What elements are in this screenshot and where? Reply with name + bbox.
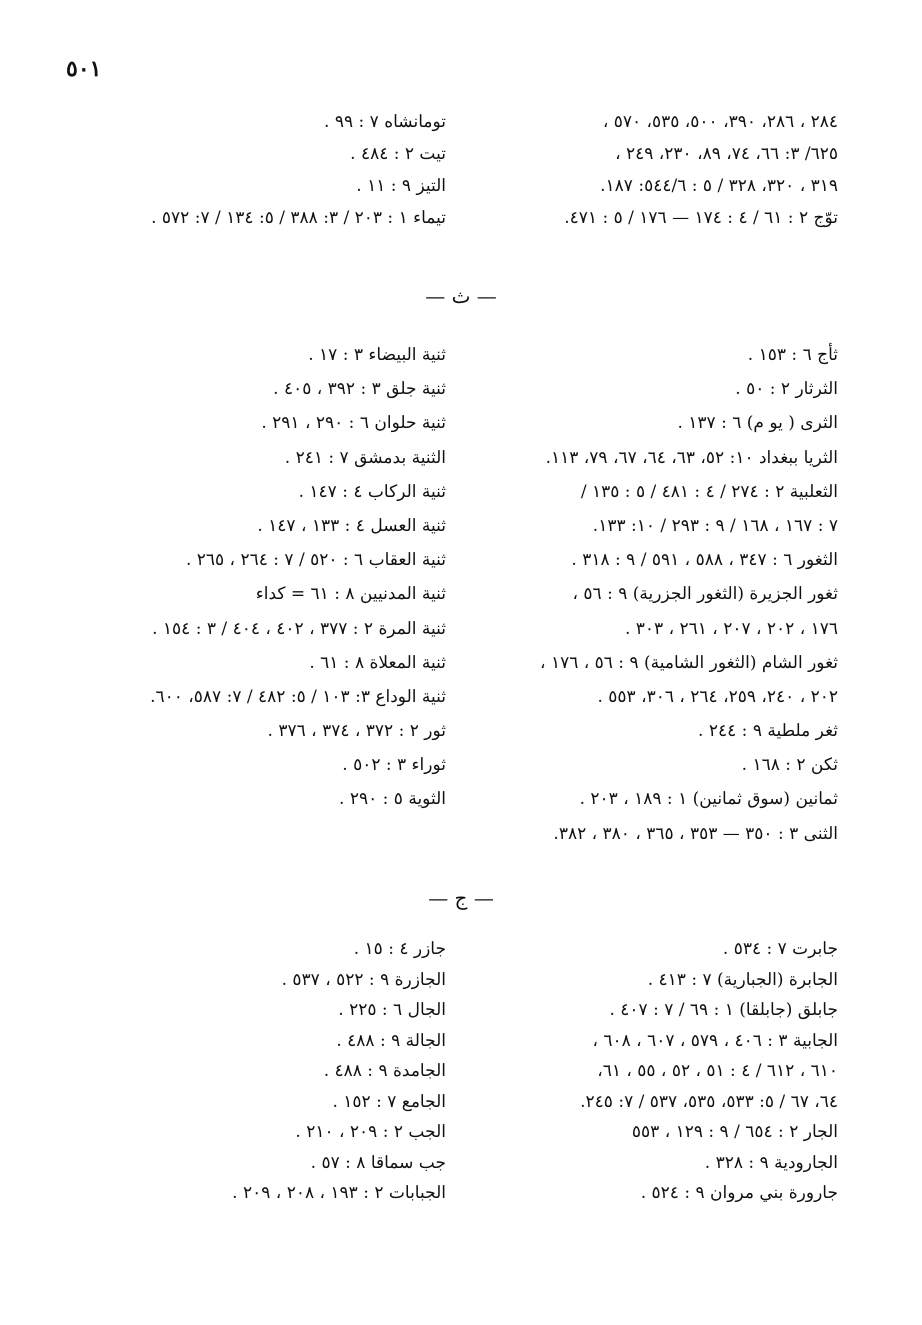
index-entry: الجامدة ٩ : ٤٨٨ . — [323, 1061, 446, 1081]
index-entry: ثنية المرة ٢ : ٣٧٧ ، ٤٠٢ ، ٤٠٤ / ٣ : ١٥٤ . — [152, 618, 446, 639]
index-entry: الجامع ٧ : ١٥٢ . — [332, 1091, 446, 1112]
index-entry: ثنية العقاب ٦ : ٥٢٠ / ٧ : ٢٦٤ ، ٢٦٥ . — [185, 550, 446, 571]
index-entry: ٦١٠ ، ٦١٢ / ٤ : ٥١ ، ٥٢ ، ٥٥ ، ٦١، — [597, 1061, 838, 1081]
index-entry: الجبابات ٢ : ١٩٣ ، ٢٠٨ ، ٢٠٩ . — [232, 1183, 446, 1203]
index-entry: ٦٢٥/ ٣: ٦٦، ٧٤، ٨٩، ٢٣٠، ٢٤٩ ، — [615, 144, 838, 164]
index-entry: توّج ٢ : ٦١ / ٤ : ١٧٤ — ١٧٦ / ٥ : ٤٧١. — [564, 208, 838, 228]
index-column-right-block3 — [478, 934, 838, 1209]
page-number: ٥٠١ — [66, 56, 102, 82]
index-entry: ٧ : ١٦٧ ، ١٦٨ / ٩ : ٢٩٣ / ١٠: ١٣٣. — [592, 515, 838, 536]
index-entry: ثور ٢ : ٣٧٢ ، ٣٧٤ ، ٣٧٦ . — [267, 721, 446, 742]
index-entry: الجال ٦ : ٢٢٥ . — [338, 1000, 446, 1020]
index-column-left-block1 — [46, 106, 446, 234]
index-entry: الجابية ٣ : ٤٠٦ ، ٥٧٩ ، ٦٠٧ ، ٦٠٨ ، — [592, 1030, 838, 1051]
index-entry: الثرى ( يو م) ٦ : ١٣٧ . — [677, 413, 838, 434]
index-entry: ثغور الجزيرة (الثغور الجزرية) ٩ : ٥٦ ، — [572, 584, 838, 605]
index-entry: الجازرة ٩ : ٥٢٢ ، ٥٣٧ . — [281, 969, 446, 990]
index-entry: ثنية البيضاء ٣ : ١٧ . — [308, 345, 446, 365]
index-entry: الجب ٢ : ٢٠٩ ، ٢١٠ . — [295, 1122, 446, 1142]
index-entry: ٢٠٢ ، ٢٤٠، ٢٥٩، ٢٦٤ ، ٣٠٦، ٥٥٣ . — [597, 686, 838, 707]
index-column-right-block2 — [478, 338, 838, 851]
index-entry: جارورة بني مروان ٩ : ٥٢٤ . — [640, 1183, 838, 1203]
index-entry: ١٧٦ ، ٢٠٢ ، ٢٠٧ ، ٢٦١ ، ٣٠٣ . — [624, 618, 838, 639]
index-entry: ثمانين (سوق ثمانين) ١ : ١٨٩ ، ٢٠٣ . — [579, 789, 838, 810]
index-column-left-block2 — [46, 338, 446, 817]
index-entry: الثريا ببغداد ١٠: ٥٢، ٦٣، ٦٤، ٦٧، ٧٩، ١١٣. — [545, 447, 838, 468]
index-entry: الجالة ٩ : ٤٨٨ . — [336, 1030, 446, 1051]
index-entry: ثنية الركاب ٤ : ١٤٧ . — [298, 481, 446, 502]
index-entry: الثوية ٥ : ٢٩٠ . — [339, 789, 446, 810]
index-entry: التيز ٩ : ١١ . — [356, 176, 446, 196]
index-entry: ثنية جلق ٣ : ٣٩٢ ، ٤٠٥ . — [273, 379, 446, 400]
index-entry: الجار ٢ : ٦٥٤ / ٩ : ١٢٩ ، ٥٥٣ — [631, 1122, 838, 1142]
index-entry: ثغور الشام (الثغور الشامية) ٩ : ٥٦ ، ١٧٦ ، — [540, 652, 838, 673]
index-entry: ٢٨٤ ، ٢٨٦، ٣٩٠، ٥٠٠، ٥٣٥، ٥٧٠ ، — [602, 112, 838, 132]
index-entry: الثعلبية ٢ : ٢٧٤ / ٤ : ٤٨١ / ٥ : ١٣٥ / — [580, 481, 838, 502]
section-heading-tha: — ث — — [425, 284, 497, 308]
index-entry: الثغور ٦ : ٣٤٧ ، ٥٨٨ ، ٥٩١ / ٩ : ٣١٨ . — [571, 550, 838, 571]
index-entry: ثغر ملطية ٩ : ٢٤٤ . — [698, 721, 838, 742]
section-heading-jim: — ج — — [428, 886, 494, 910]
index-entry: جب سماقا ٨ : ٥٧ . — [310, 1152, 446, 1173]
index-entry: ثنية العسل ٤ : ١٣٣ ، ١٤٧ . — [257, 515, 446, 536]
index-entry: ٣١٩ ، ٣٢٠، ٣٢٨ / ٥ : ٥٤٤/٦: ١٨٧. — [600, 176, 838, 196]
index-entry: ثنية المدنيين ٨ : ٦١ = كداء — [255, 584, 446, 605]
index-entry: ثأج ٦ : ١٥٣ . — [747, 345, 838, 365]
index-entry: ثنية المعلاة ٨ : ٦١ . — [309, 652, 446, 673]
index-entry: ثكن ٢ : ١٦٨ . — [741, 755, 838, 776]
index-entry: جازر ٤ : ١٥ . — [353, 939, 446, 959]
index-entry: ٦٤، ٦٧ / ٥: ٥٣٣، ٥٣٥، ٥٣٧ / ٧: ٢٤٥. — [580, 1091, 838, 1112]
index-column-right-block1 — [478, 106, 838, 234]
index-entry: الثرثار ٢ : ٥٠ . — [735, 379, 838, 400]
index-entry: تيماء ١ : ٢٠٣ / ٣: ٣٨٨ / ٥: ١٣٤ / ٧: ٥٧٢ . — [151, 208, 446, 228]
index-entry: الثنية بدمشق ٧ : ٢٤١ . — [284, 447, 446, 468]
index-entry: تومانشاه ٧ : ٩٩ . — [324, 112, 446, 132]
index-entry: الجابرة (الجبارية) ٧ : ٤١٣ . — [647, 969, 838, 990]
index-entry: ثوراء ٣ : ٥٠٢ . — [342, 755, 446, 776]
index-entry: الجارودية ٩ : ٣٢٨ . — [704, 1152, 838, 1173]
index-column-left-block3 — [46, 934, 446, 1209]
index-entry: جابلق (جابلقا) ١ : ٦٩ / ٧ : ٤٠٧ . — [609, 1000, 838, 1020]
index-entry: الثنى ٣ : ٣٥٠ — ٣٥٣ ، ٣٦٥ ، ٣٨٠ ، ٣٨٢. — [553, 823, 838, 844]
index-entry: تيت ٢ : ٤٨٤ . — [350, 144, 446, 164]
index-entry: جابرت ٧ : ٥٣٤ . — [722, 939, 838, 959]
index-entry: ثنية حلوان ٦ : ٢٩٠ ، ٢٩١ . — [261, 413, 446, 434]
index-entry: ثنية الوداع ٣: ١٠٣ / ٥: ٤٨٢ / ٧: ٥٨٧، ٦٠٠. — [150, 686, 446, 707]
